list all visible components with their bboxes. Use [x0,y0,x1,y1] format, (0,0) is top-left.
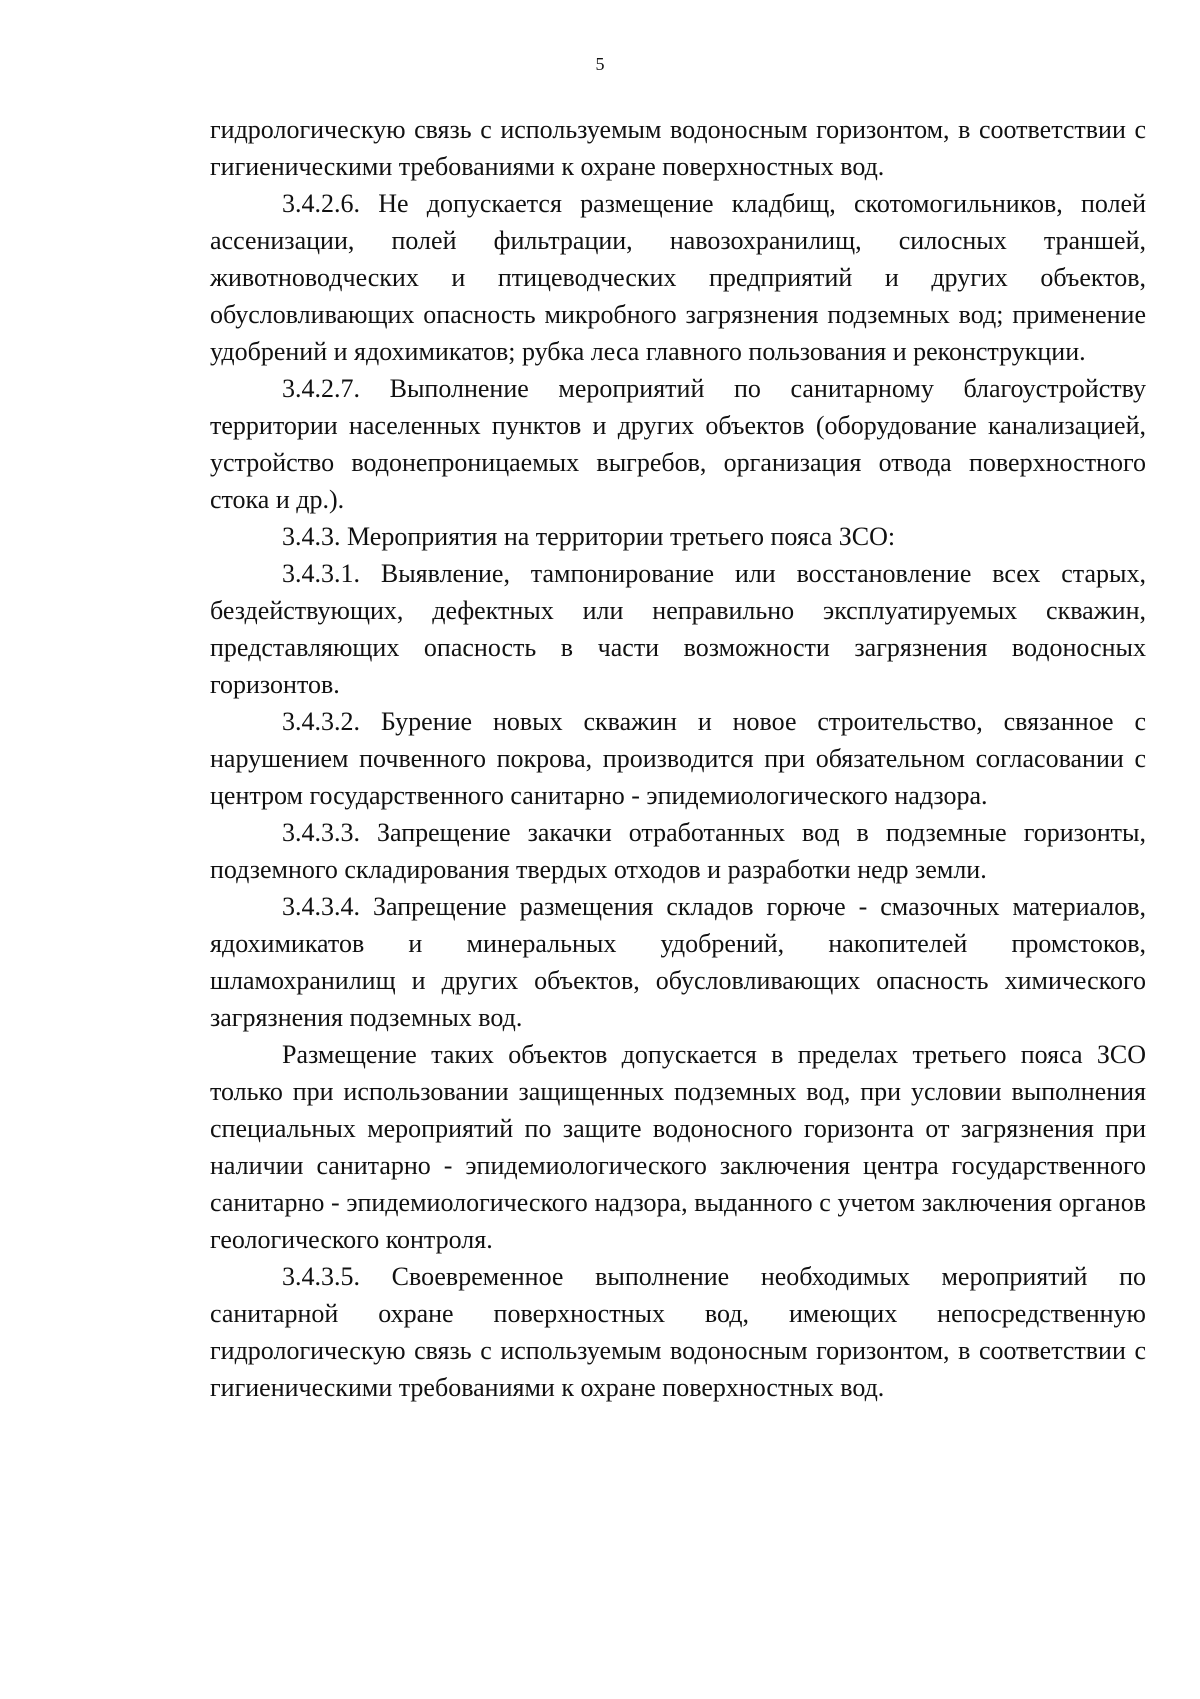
paragraph-placement-conditions: Размещение таких объектов допускается в пределах третьего пояса ЗСО только при использовании защищенных подземных вод, при условии выполнения специальных мероприятий по защите водоносного горизонта от загрязнения при наличии санитарно - эпидемиологического заключения центра государственного санитарно - эпидемиологического надзора, выданного с учетом заключения органов геологического контроля. [210,1040,1146,1254]
paragraph-3-4-3-2: 3.4.3.2. Бурение новых скважин и новое строительство, связанное с нарушением почвенного покрова, производится при обязательном согласовании с центром государственного санитарно - эпидемиологического надзора. [210,707,1146,810]
document-body [210,111,1146,1406]
paragraph-3-4-3-heading: 3.4.3. Мероприятия на территории третьего пояса ЗСО: [282,522,896,551]
paragraph-3-4-3-1: 3.4.3.1. Выявление, тампонирование или восстановление всех старых, бездействующих, дефектных или неправильно эксплуатируемых скважин, представляющих опасность в части возможности загрязнения водоносных горизонтов. [210,559,1146,699]
paragraph-continuation: гидрологическую связь с используемым водоносным горизонтом, в соответствии с гигиеническими требованиями к охране поверхностных вод. [210,115,1146,181]
paragraph-3-4-3-5: 3.4.3.5. Своевременное выполнение необходимых мероприятий по санитарной охране поверхностных вод, имеющих непосредственную гидрологическую связь с используемым водоносным горизонтом, в соответствии с гигиеническими требованиями к охране поверхностных вод. [210,1262,1146,1402]
paragraph-3-4-3-4: 3.4.3.4. Запрещение размещения складов горюче - смазочных материалов, ядохимикатов и минеральных удобрений, накопителей промстоков, шламохранилищ и других объектов, обусловливающих опасность химического загрязнения подземных вод. [210,892,1146,1032]
paragraph-3-4-3-3: 3.4.3.3. Запрещение закачки отработанных вод в подземные горизонты, подземного складирования твердых отходов и разработки недр земли. [210,818,1146,884]
paragraph-3-4-2-7: 3.4.2.7. Выполнение мероприятий по санитарному благоустройству территории населенных пунктов и других объектов (оборудование канализацией, устройство водонепроницаемых выгребов, организация отвода поверхностного стока и др.). [210,374,1146,514]
paragraph-3-4-2-6: 3.4.2.6. Не допускается размещение кладбищ, скотомогильников, полей ассенизации, полей фильтрации, навозохранилищ, силосных траншей, животноводческих и птицеводческих предприятий и других объектов, обусловливающих опасность микробного загрязнения подземных вод; применение удобрений и ядохимикатов; рубка леса главного пользования и реконструкции. [210,189,1146,366]
page-number: 5 [595,54,605,74]
